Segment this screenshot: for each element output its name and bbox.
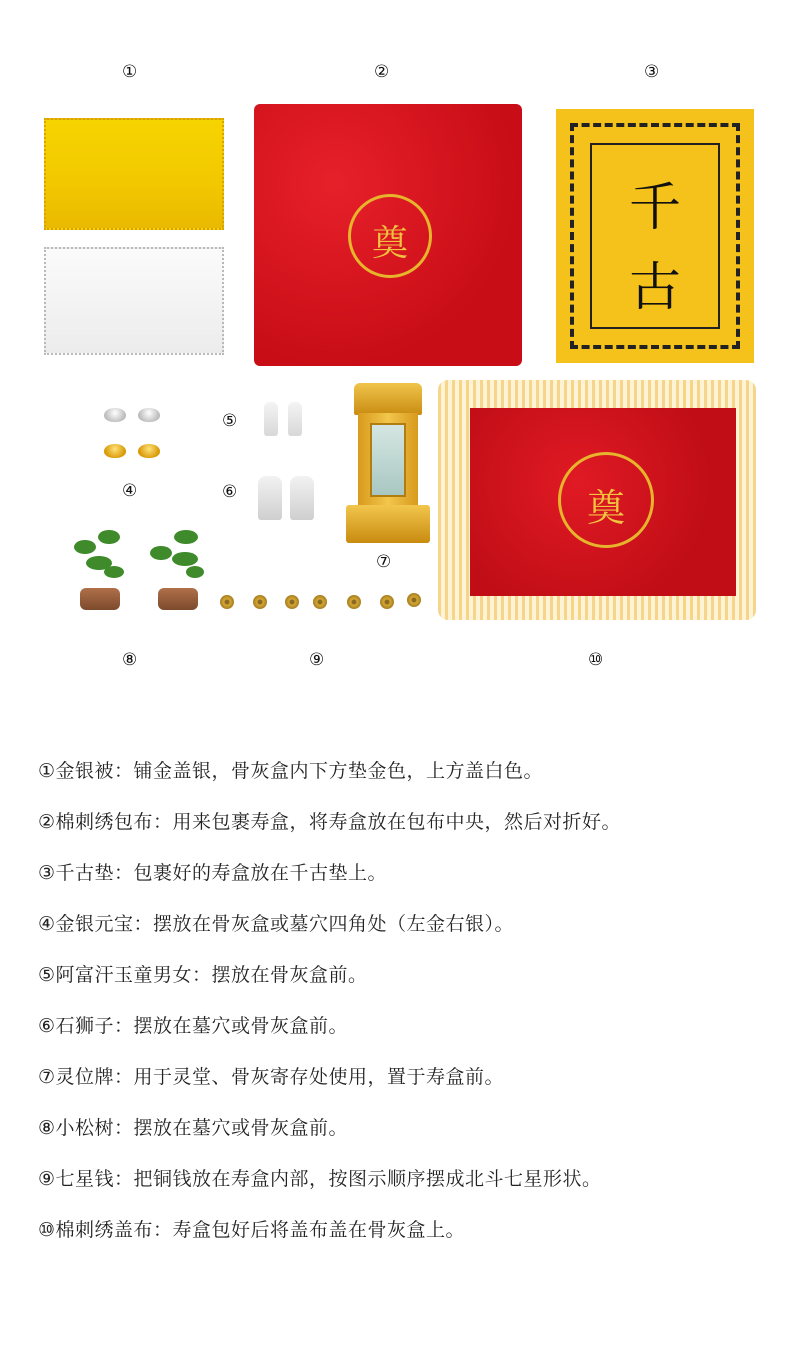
tablet-crown: [354, 383, 422, 415]
silver-ingot: [104, 408, 126, 422]
stone-lions: [252, 470, 322, 526]
memorial-tablet: [346, 383, 430, 543]
label-5: ⑤: [222, 411, 238, 431]
caption-item: ①金银被：铺金盖银，骨灰盒内下方垫金色，上方盖白色。: [38, 760, 544, 782]
label-3: ③: [644, 62, 660, 82]
silver-ingot: [138, 408, 160, 422]
label-9: ⑨: [309, 650, 325, 670]
qiangu-mat: [556, 109, 754, 363]
cover-emblem-char: 奠: [586, 486, 625, 530]
gold-ingot: [104, 444, 126, 458]
gold-ingot: [138, 444, 160, 458]
pine-tree: [68, 530, 128, 610]
cover-emblem: [558, 452, 654, 548]
copper-coin: [380, 595, 394, 609]
caption-item: ③千古垫：包裹好的寿盒放在千古垫上。: [38, 862, 388, 884]
caption-item: ⑤阿富汗玉童男女：摆放在骨灰盒前。: [38, 964, 368, 986]
pine-tree: [146, 530, 206, 610]
jade-girl: [288, 402, 302, 436]
mat-char-top: 千: [628, 178, 681, 238]
label-2: ②: [374, 62, 390, 82]
copper-coin: [313, 595, 327, 609]
pine-foliage: [172, 552, 198, 566]
copper-coin: [253, 595, 267, 609]
silver-cloth: [44, 247, 224, 355]
label-4: ④: [122, 481, 138, 501]
label-1: ①: [122, 62, 138, 82]
caption-item: ⑧小松树：摆放在墓穴或骨灰盒前。: [38, 1117, 349, 1139]
label-6: ⑥: [222, 482, 238, 502]
caption-item: ④金银元宝：摆放在骨灰盒或墓穴四角处（左金右银）。: [38, 913, 515, 935]
caption-item: ②棉刺绣包布：用来包裹寿盒，将寿盒放在包布中央，然后对折好。: [38, 811, 622, 833]
copper-coin: [285, 595, 299, 609]
copper-coin: [347, 595, 361, 609]
pine-foliage: [174, 530, 198, 544]
tablet-base: [346, 505, 430, 543]
caption-item: ⑩棉刺绣盖布：寿盒包好后将盖布盖在骨灰盒上。: [38, 1219, 466, 1241]
pine-pot: [80, 588, 120, 610]
caption-item: ⑦灵位牌：用于灵堂、骨灰寄存处使用，置于寿盒前。: [38, 1066, 505, 1088]
copper-coin: [407, 593, 421, 607]
red-brocade-cloth: [254, 104, 522, 366]
label-10: ⑩: [588, 650, 604, 670]
copper-coin: [220, 595, 234, 609]
pine-foliage: [98, 530, 120, 544]
caption-list: [38, 746, 778, 1256]
pine-foliage: [104, 566, 124, 578]
pine-foliage: [186, 566, 204, 578]
red-cloth-emblem: [348, 194, 432, 278]
ingots-group: [100, 404, 170, 464]
tablet-glass: [370, 423, 406, 497]
pine-pot: [158, 588, 198, 610]
caption-item: ⑥石狮子：摆放在墓穴或骨灰盒前。: [38, 1015, 349, 1037]
jade-boy: [264, 402, 278, 436]
pine-foliage: [74, 540, 96, 554]
mat-char-bottom: 古: [628, 258, 681, 318]
jade-figurines: [260, 398, 310, 440]
stone-lion: [290, 476, 314, 520]
gold-cloth: [44, 118, 224, 230]
label-7: ⑦: [376, 552, 392, 572]
red-cloth-emblem-char: 奠: [371, 223, 408, 264]
label-8: ⑧: [122, 650, 138, 670]
stone-lion: [258, 476, 282, 520]
pine-foliage: [150, 546, 172, 560]
red-cover-cloth: [470, 408, 736, 596]
caption-item: ⑨七星钱：把铜钱放在寿盒内部，按图示顺序摆成北斗七星形状。: [38, 1168, 602, 1190]
